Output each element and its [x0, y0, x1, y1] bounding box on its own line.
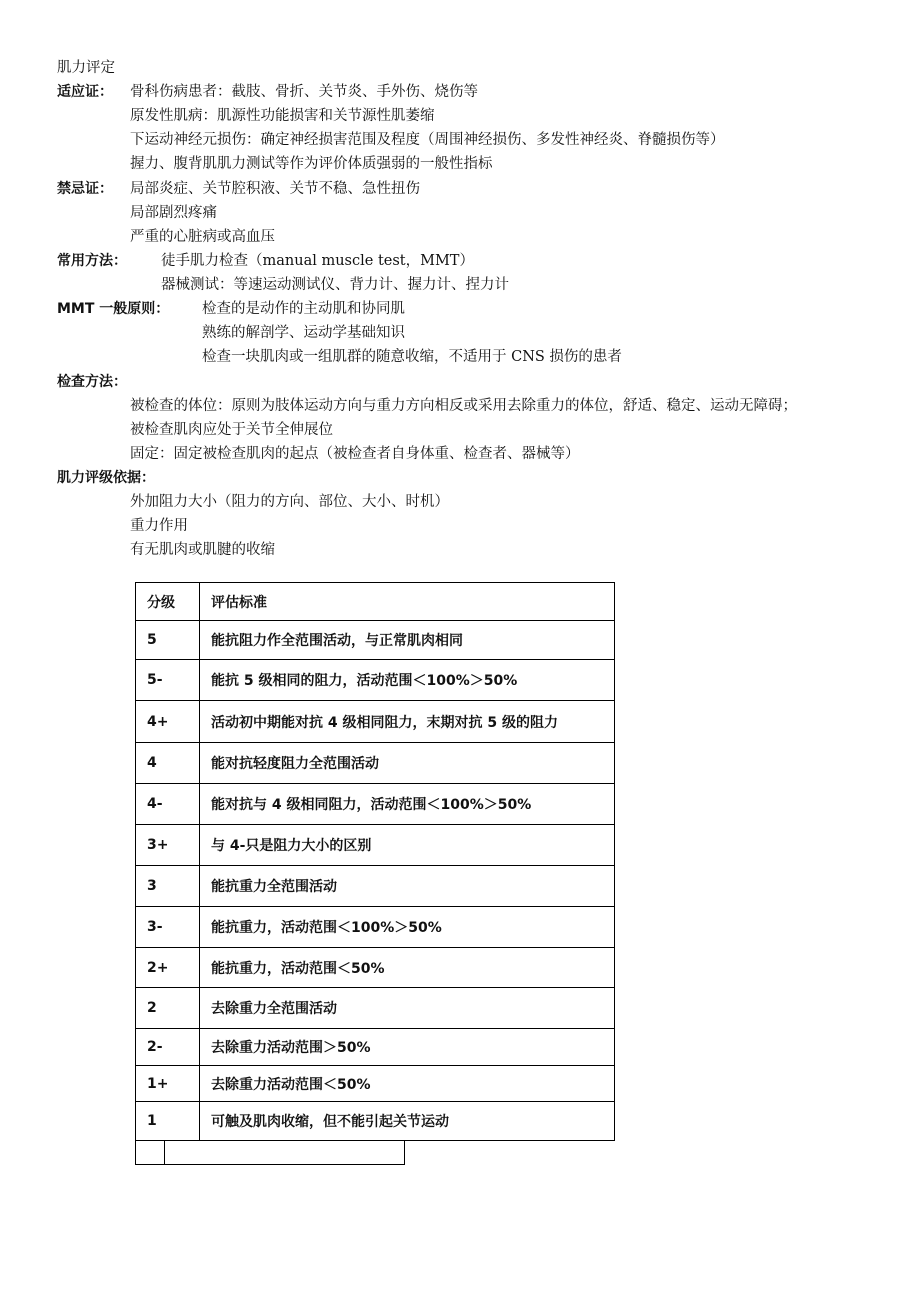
mmt-principles-label: MMT 一般原则：: [57, 301, 170, 317]
criteria-cell: 能对抗轻度阻力全范围活动: [200, 743, 615, 784]
exam-method-label: 检查方法：: [57, 374, 127, 390]
exam-method-item: 被检查的体位：原则为肢体运动方向与重力方向相反或采用去除重力的体位，舒适、稳定、运动无障碍；: [130, 398, 797, 414]
criteria-cell: 去除重力活动范围＞50%: [200, 1029, 615, 1066]
header-criteria: 评估标准: [200, 583, 615, 621]
grade-cell: 4-: [136, 784, 200, 825]
criteria-cell: 能抗 5 级相同的阻力，活动范围＜100%＞50%: [200, 660, 615, 701]
grade-cell: 3: [136, 866, 200, 907]
grade-cell: 3+: [136, 825, 200, 866]
table-row: [136, 907, 615, 948]
mmt-principle-item: 检查的是动作的主动肌和协同肌: [202, 301, 405, 317]
table-row: [136, 988, 615, 1029]
muscle-grade-table: [135, 582, 615, 1141]
table-row: [136, 743, 615, 784]
method-item: 器械测试：等速运动测试仪、背力计、握力计、捏力计: [161, 277, 509, 293]
method-item: 徒手肌力检查（manual muscle test，MMT）: [161, 253, 474, 269]
grade-cell: 4: [136, 743, 200, 784]
grade-cell: 2+: [136, 948, 200, 988]
indication-item: 原发性肌病：肌源性功能损害和关节源性肌萎缩: [130, 108, 435, 124]
criteria-cell: 去除重力全范围活动: [200, 988, 615, 1029]
criteria-cell: 可触及肌肉收缩，但不能引起关节运动: [200, 1102, 615, 1141]
contraindication-item: 严重的心脏病或高血压: [130, 229, 275, 245]
criteria-cell: 能抗重力全范围活动: [200, 866, 615, 907]
criteria-cell: 去除重力活动范围＜50%: [200, 1066, 615, 1102]
criteria-cell: 能对抗与 4 级相同阻力，活动范围＜100%＞50%: [200, 784, 615, 825]
empty-table-stub: [135, 1141, 405, 1165]
mmt-principle-item: 熟练的解剖学、运动学基础知识: [202, 325, 405, 341]
grade-cell: 4+: [136, 701, 200, 743]
table-row: [136, 825, 615, 866]
indication-item: 握力、腹背肌肌力测试等作为评价体质强弱的一般性指标: [130, 156, 493, 172]
criteria-cell: 能抗阻力作全范围活动，与正常肌肉相同: [200, 621, 615, 660]
table-row: [136, 660, 615, 701]
table-row: [136, 948, 615, 988]
grade-cell: 5-: [136, 660, 200, 701]
indication-item: 下运动神经元损伤：确定神经损害范围及程度（周围神经损伤、多发性神经炎、脊髓损伤等）: [130, 132, 725, 148]
grade-cell: 3-: [136, 907, 200, 948]
indications-label: 适应证：: [57, 84, 113, 100]
indication-item: 骨科伤病患者：截肢、骨折、关节炎、手外伤、烧伤等: [130, 84, 478, 100]
grade-cell: 5: [136, 621, 200, 660]
table-header-row: [136, 583, 615, 621]
stub-divider: [164, 1141, 165, 1164]
table-row: [136, 701, 615, 743]
criteria-cell: 能抗重力，活动范围＜100%＞50%: [200, 907, 615, 948]
table-row: [136, 1102, 615, 1141]
grading-basis-item: 重力作用: [130, 518, 188, 534]
exam-method-item: 被检查肌肉应处于关节全伸展位: [130, 422, 333, 438]
grade-cell: 2-: [136, 1029, 200, 1066]
grading-basis-item: 有无肌肉或肌腱的收缩: [130, 542, 275, 558]
doc-title: 肌力评定: [57, 60, 115, 76]
contraindication-item: 局部炎症、关节腔积液、关节不稳、急性扭伤: [130, 181, 420, 197]
table-row: [136, 866, 615, 907]
table-row: [136, 784, 615, 825]
table-row: [136, 621, 615, 660]
contraindication-item: 局部剧烈疼痛: [130, 205, 217, 221]
criteria-cell: 与 4-只是阻力大小的区别: [200, 825, 615, 866]
mmt-principle-item: 检查一块肌肉或一组肌群的随意收缩，不适用于 CNS 损伤的患者: [202, 349, 622, 365]
header-grade: 分级: [136, 583, 200, 621]
exam-method-item: 固定：固定被检查肌肉的起点（被检查者自身体重、检查者、器械等）: [130, 446, 580, 462]
methods-label: 常用方法：: [57, 253, 127, 269]
grade-cell: 1: [136, 1102, 200, 1141]
criteria-cell: 活动初中期能对抗 4 级相同阻力，末期对抗 5 级的阻力: [200, 701, 615, 743]
grading-basis-label: 肌力评级依据：: [57, 470, 155, 486]
table-row: [136, 1029, 615, 1066]
grade-cell: 2: [136, 988, 200, 1029]
contraindications-label: 禁忌证：: [57, 181, 113, 197]
table-row: [136, 1066, 615, 1102]
grade-cell: 1+: [136, 1066, 200, 1102]
grading-basis-item: 外加阻力大小（阻力的方向、部位、大小、时机）: [130, 494, 449, 510]
criteria-cell: 能抗重力，活动范围＜50%: [200, 948, 615, 988]
